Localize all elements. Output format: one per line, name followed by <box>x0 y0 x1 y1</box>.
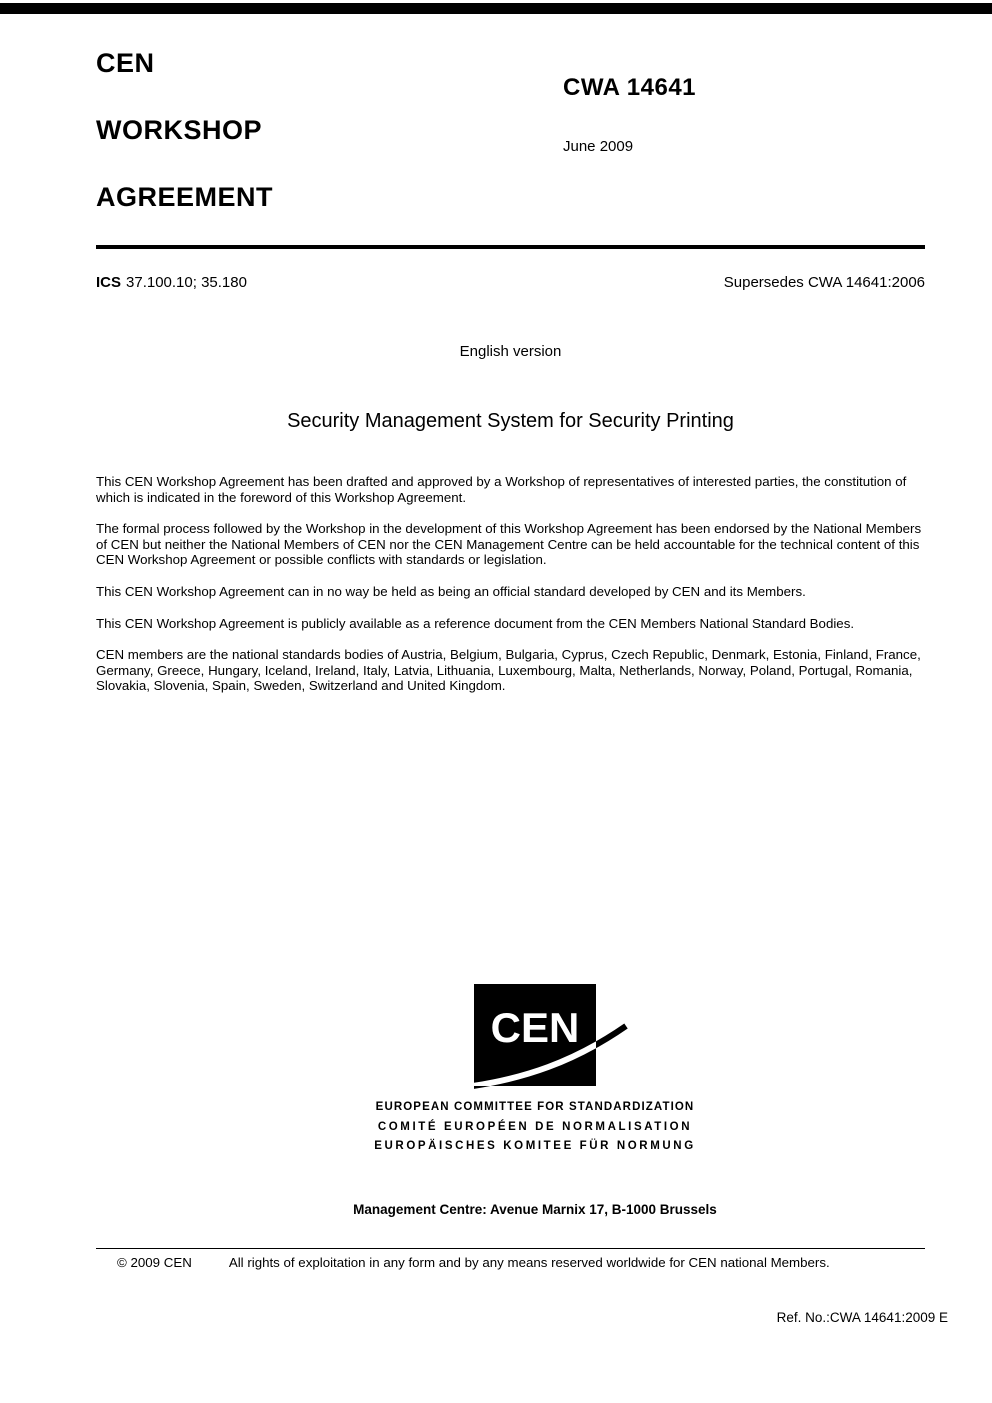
paragraph-cen-members: CEN members are the national standards bodies of Austria, Belgium, Bulgaria, Cyprus, Czech Republic, Denmark, Estonia, Finland, France, Germany, Greece, Hungary, Iceland, Ireland, Italy, Latvia, Lithuania, Luxembourg, Malta, Netherlands, Norway, Poland, Portugal, Romania, Slovakia, Slovenia, Spain, Sweden, Switzerland and United Kingdom. <box>96 647 921 694</box>
language-version-label: English version <box>459 343 562 360</box>
footer-divider-rule <box>96 1248 925 1249</box>
committee-line-french: COMITÉ EUROPÉEN DE NORMALISATION <box>377 1120 693 1133</box>
org-line-agreement: AGREEMENT <box>96 182 274 212</box>
reference-number: Ref. No.:CWA 14641:2009 E <box>776 1310 948 1325</box>
paragraph-not-official-standard: This CEN Workshop Agreement can in no way be held as being an official standard developed by CEN and its Members. <box>96 583 806 599</box>
cen-logo-text: CEN <box>490 1004 580 1051</box>
paragraph-drafted-approved: This CEN Workshop Agreement has been drafted and approved by a Workshop of representatives of interested parties, the constitution of which is indicated in the foreword of this Workshop Agreement. <box>96 474 907 505</box>
ics-value: 37.100.10; 35.180 <box>126 274 247 291</box>
cen-logo <box>474 984 644 1096</box>
org-line-cen: CEN <box>96 48 155 78</box>
paragraph-publicly-available: This CEN Workshop Agreement is publicly available as a reference document from the CEN Members National Standard Bodies. <box>96 615 855 631</box>
document-number: CWA 14641 <box>563 74 697 101</box>
cen-logo-graphic <box>474 984 644 1096</box>
document-date: June 2009 <box>563 138 634 155</box>
copyright-line <box>117 1255 937 1270</box>
rights-statement: All rights of exploitation in any form and by any means reserved worldwide for CEN national Members. <box>228 1255 830 1270</box>
paragraph-formal-process: The formal process followed by the Workshop in the development of this Workshop Agreement has been endorsed by the National Members of CEN but neither the National Members of CEN nor the CEN Management Centre can be held accountable for the technical content of this CEN Workshop Agreement or possible conflicts with standards or legislation. <box>96 521 922 568</box>
header-divider-rule <box>96 245 925 249</box>
management-centre-address: Management Centre: Avenue Marnix 17, B-1000 Brussels <box>353 1202 717 1217</box>
supersedes-note: Supersedes CWA 14641:2006 <box>723 274 925 291</box>
committee-name-block <box>70 1102 992 1161</box>
committee-line-english: EUROPEAN COMMITTEE FOR STANDARDIZATION <box>375 1101 695 1113</box>
ics-label: ICS <box>96 274 122 291</box>
committee-line-german: EUROPÄISCHES KOMITEE FÜR NORMUNG <box>374 1140 696 1152</box>
org-line-workshop: WORKSHOP <box>96 115 262 145</box>
ics-codes <box>96 274 247 291</box>
meta-row <box>96 274 925 291</box>
copyright-notice: © 2009 CEN <box>117 1255 192 1270</box>
top-black-bar <box>0 3 992 14</box>
preamble-paragraphs <box>96 474 928 710</box>
document-title: Security Management System for Security Printing <box>287 410 734 432</box>
org-title-block <box>96 50 273 251</box>
